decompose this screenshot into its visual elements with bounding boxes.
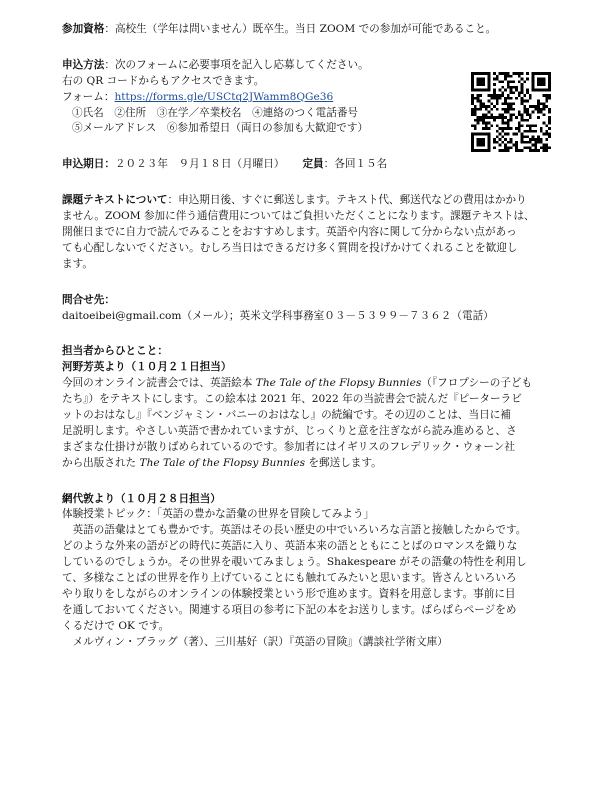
qualification-section xyxy=(62,22,573,38)
application-items-line2: ⑤メールアドレス ⑥参加希望日（両日の参加も大歓迎です） xyxy=(72,122,369,135)
capacity-label: 定員 xyxy=(302,158,324,171)
text-info-line2: ません。ZOOM 参加に伴う通信費用についてはご負担いただくことになります。課題テキストは、 xyxy=(62,210,535,223)
deadline-date: ２０２３年 ９月１８日（月曜日） xyxy=(114,158,285,171)
form-url-link[interactable]: https://forms.gle/USCtq2JWamm8QGe36 xyxy=(114,90,334,103)
kawano-l2: たち』）をテキストにします。この絵本は 2021 年、2022 年の当読書会で読んだ『ピーターラビ xyxy=(62,393,522,406)
staff-heading: 担当者からひとこと： xyxy=(62,345,168,358)
text-info-label: 課題テキストについて xyxy=(62,194,168,207)
kawano-l6-book-title: The Tale of the Flopsy Bunnies xyxy=(139,456,306,469)
ami-l1: 英語の語彙はとても豊かです。英語はその長い歴史の中でいろいろな言語と接触したからです。 xyxy=(62,524,527,537)
application-items-line1: ①氏名 ②住所 ③在学／卒業校名 ④連絡のつく電話番号 xyxy=(72,106,359,119)
kawano-section xyxy=(62,344,573,471)
kawano-l5: まざまな仕掛けが散りばめられているのです。参加者にはイギリスのフレデリック・ウォーン社 xyxy=(62,440,515,453)
form-label: フォーム： xyxy=(62,90,115,103)
kawano-heading: 河野芳英より（１０月２１日担当） xyxy=(62,361,232,374)
capacity-text: ：各回１５名 xyxy=(323,158,388,171)
text-info-line3: 開催日までに自力で読んでみることをおすすめします。英語や内容に関して分からない点があっ xyxy=(62,226,517,239)
text-info-line4: ても心配しないでください。むしろ当日はできるだけ多く質問を投げかけてくれることを歓迎し xyxy=(62,241,518,254)
application-line2: 右の QR コードからもアクセスできます。 xyxy=(62,74,265,87)
contact-text: daitoeibei@gmail.com（メール）；英米文学科事務室０３－５３９９－７３６２（電話） xyxy=(62,309,494,322)
kawano-l1-book-title: The Tale of the Flopsy Bunnies xyxy=(255,377,422,390)
contact-label: 問合せ先： xyxy=(62,293,115,306)
deadline-section xyxy=(62,157,573,173)
kawano-l1b: （『フロプシーの子ども xyxy=(421,377,533,390)
ami-l4: て、多様なことばの世界を作り上げていることにも触れてみたいと思います。皆さんといろいろ xyxy=(62,572,517,585)
kawano-l4: 足説明します。やさしい英語で書かれていますが、じっくりと意を注ぎながら読み進めると、さ xyxy=(62,424,517,437)
kawano-l3: ットのおはなし』『ベンジャミン・バニーのおはなし』の続編です。その辺のことは、当日に補 xyxy=(62,409,511,422)
text-info-line5: ます。 xyxy=(62,257,93,270)
ami-l8: メルヴィン・ブラッグ（著）、三川基好（訳）『英語の冒険』（講談社学術文庫） xyxy=(62,635,448,648)
ami-l5: やり取りをしながらのオンラインの体験授業という形で進めます。資料を用意します。事前に目 xyxy=(62,587,516,600)
kawano-l6b: を郵送します。 xyxy=(305,456,382,469)
ami-l6: を通しておいてください。関連する項目の参考に下記の本をお送りします。ぱらぱらページをめ xyxy=(62,603,517,616)
ami-heading: 網代敦より（１０月２８日担当） xyxy=(62,492,221,505)
kawano-l6a: から出版された xyxy=(62,456,140,469)
deadline-label: 申込期日： xyxy=(62,158,115,171)
ami-l3: しているのでしょうか。その世界を覗いてみましょう。Shakespeare がその語彙の特性を利用し xyxy=(62,556,527,569)
kawano-l1a: 今回のオンライン読書会では、英語絵本 xyxy=(62,377,256,390)
ami-l2: どのような外来の語がどの時代に英語に入り、英語本来の語とともにことばのロマンスを織りな xyxy=(62,540,518,553)
qr-code-image[interactable] xyxy=(471,72,551,152)
text-info-line1: ：申込期日後、すぐに郵送します。テキスト代、郵送代などの費用はかかり xyxy=(167,194,527,207)
contact-section xyxy=(62,293,573,325)
qualification-text: ：高校生（学年は問いません）既卒生。当日 ZOOM での参加が可能であること。 xyxy=(104,23,497,35)
text-info-section xyxy=(62,193,573,272)
ami-topic: 体験授業トピック：「英語の豊かな語彙の世界を冒険してみよう」 xyxy=(62,508,375,521)
ami-l7: くるだけで OK です。 xyxy=(62,619,170,632)
ami-section xyxy=(62,492,573,651)
qualification-label: 参加資格 xyxy=(62,23,105,35)
application-label: 申込方法 xyxy=(62,58,105,71)
application-line1: ：次のフォームに必要事項を記入し応募してください。 xyxy=(104,58,369,71)
